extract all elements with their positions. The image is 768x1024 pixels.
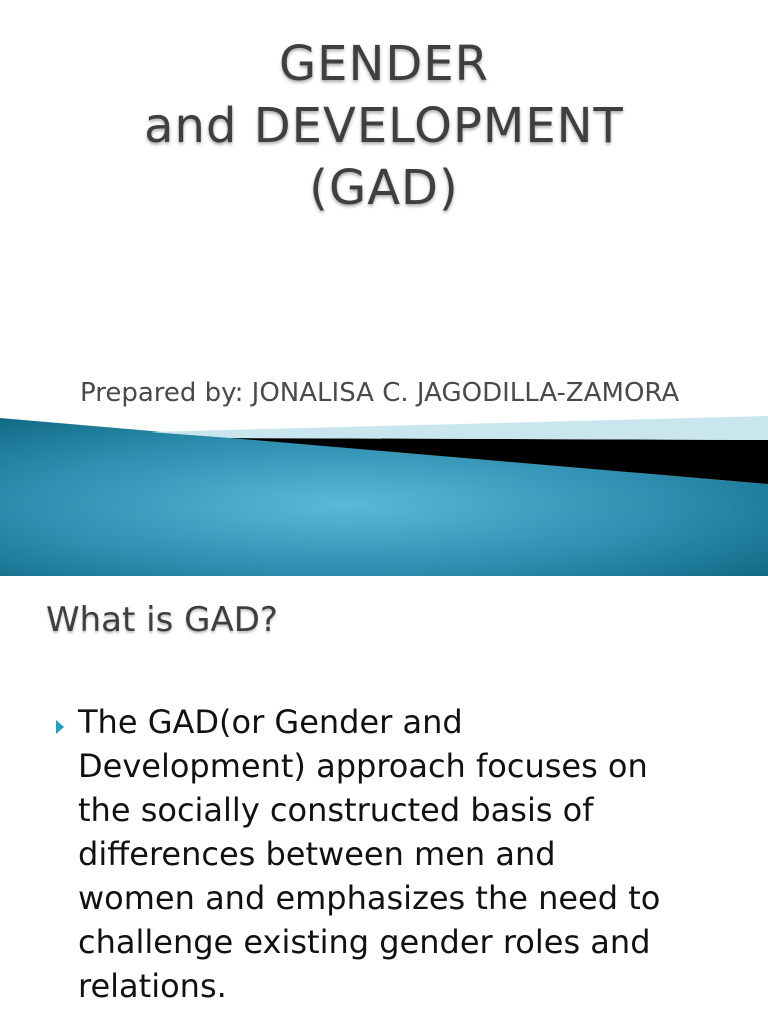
bullet-line: Development) approach focuses on (78, 747, 648, 785)
slide-title-line-1: GENDER (278, 36, 490, 92)
prepared-by-text: Prepared by: JONALISA C. JAGODILLA-ZAMORA (80, 378, 680, 408)
slide-title-line-3: (GAD) (309, 160, 459, 216)
bullet-line: relations. (78, 967, 227, 1005)
pale-band (150, 416, 768, 440)
bullet-line: The GAD(or Gender and (78, 703, 463, 741)
bullet-line: differences between men and (78, 835, 556, 873)
decorative-wave-band (0, 410, 768, 576)
bullet-text (78, 700, 738, 1008)
slide-title-line-2: and DEVELOPMENT (144, 98, 624, 154)
slide-heading: What is GAD? (46, 600, 278, 640)
content-slide (0, 576, 768, 1024)
triangle-bullet-icon (56, 720, 64, 734)
bullet-line: challenge existing gender roles and (78, 923, 651, 961)
bullet-line: the socially constructed basis of (78, 791, 594, 829)
bullet-line: women and emphasizes the need to (78, 879, 661, 917)
